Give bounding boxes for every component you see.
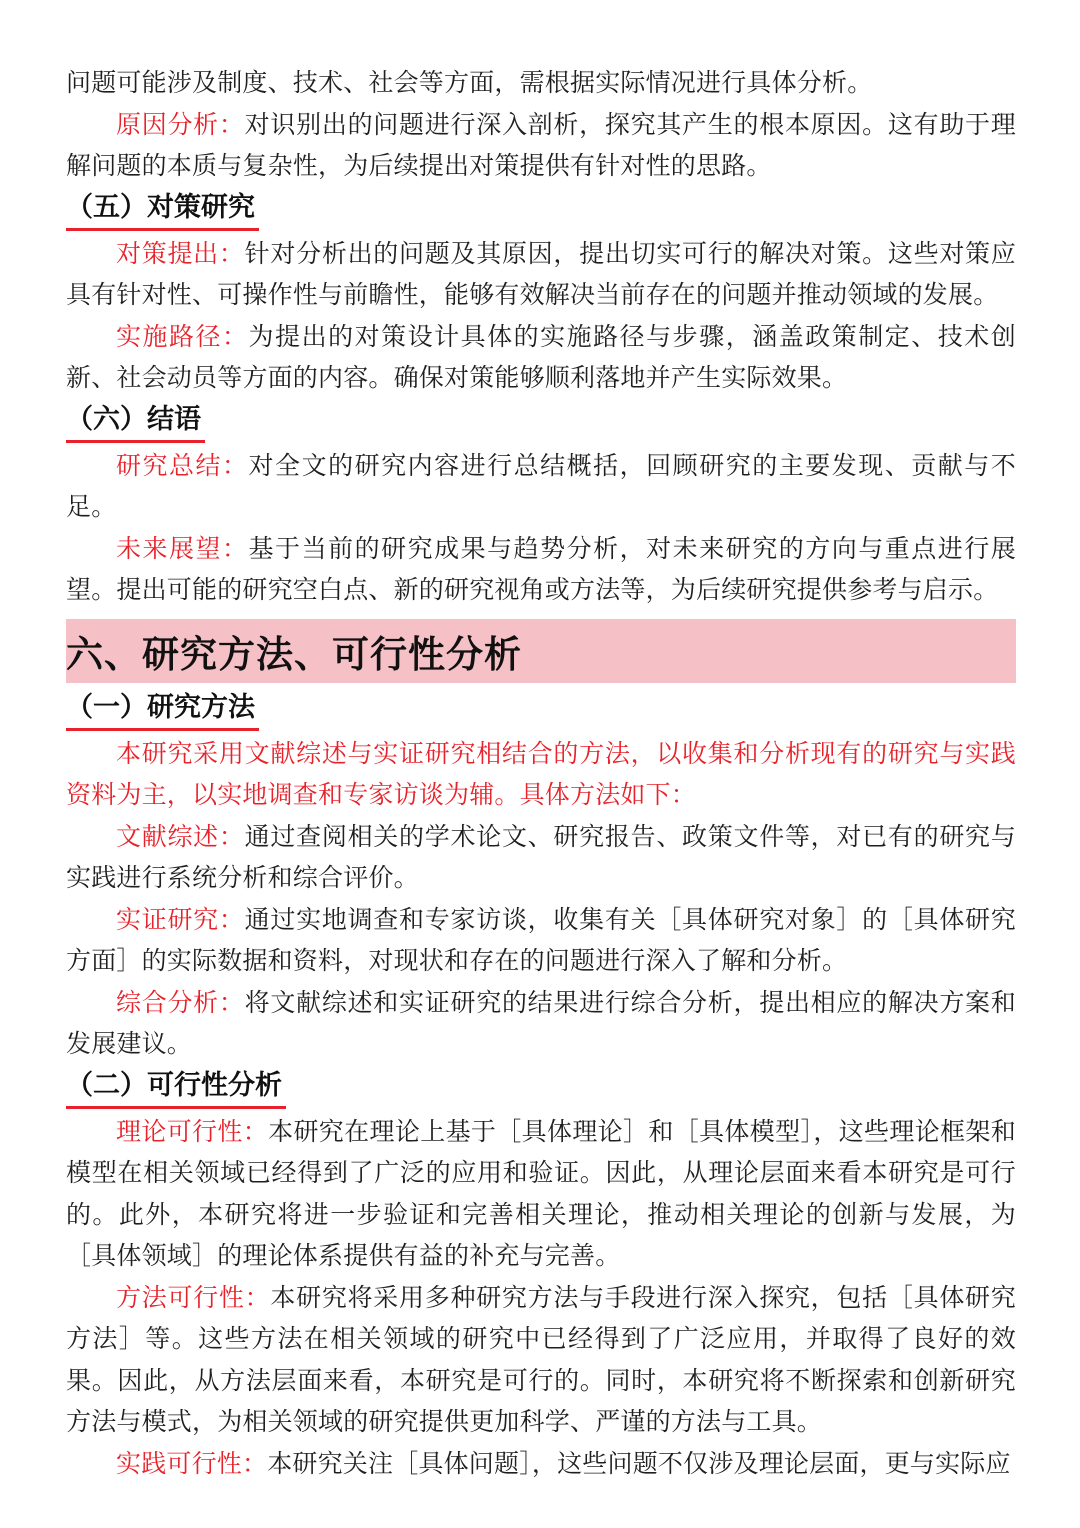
term-label: 实施路径： (116, 321, 249, 351)
term-label: 实证研究： (116, 904, 245, 934)
paragraph-countermeasure-proposal: 对策提出：针对分析出的问题及其原因，提出切实可行的解决对策。这些对策应具有针对性、可操作性与前瞻性，能够有效解决当前存在的问题并推动领域的发展。 (66, 238, 1016, 309)
paragraph-research-summary: 研究总结：对全文的研究内容进行总结概括，回顾研究的主要发现、贡献与不足。 (66, 450, 1016, 521)
term-label: 实践可行性： (116, 1448, 268, 1478)
term-label: 研究总结： (116, 450, 249, 480)
paragraph-literature-review: 文献综述：通过查阅相关的学术论文、研究报告、政策文件等，对已有的研究与实践进行系统分析和综合评价。 (66, 821, 1016, 892)
paragraph-empirical-research: 实证研究：通过实地调查和专家访谈，收集有关［具体研究对象］的［具体研究方面］的实际数据和资料，对现状和存在的问题进行深入了解和分析。 (66, 904, 1016, 975)
paragraph-implementation-path: 实施路径：为提出的对策设计具体的实施路径与步骤，涵盖政策制定、技术创新、社会动员等方面的内容。确保对策能够顺利落地并产生实际效果。 (66, 321, 1016, 392)
term-label: 综合分析： (116, 987, 245, 1017)
paragraph-theoretical-feasibility: 理论可行性：本研究在理论上基于［具体理论］和［具体模型］，这些理论框架和模型在相关领域已经得到了广泛的应用和验证。因此，从理论层面来看本研究是可行的。此外，本研究将进一步验证和完善相关理论，推动相关理论的创新与发展，为［具体领域］的理论体系提供有益的补充与完善。 (66, 1116, 1016, 1270)
paragraph-comprehensive-analysis: 综合分析：将文献综述和实证研究的结果进行综合分析，提出相应的解决方案和发展建议。 (66, 987, 1016, 1058)
paragraph-methods-intro: 本研究采用文献综述与实证研究相结合的方法，以收集和分析现有的研究与实践资料为主，以实地调查和专家访谈为辅。具体方法如下： (66, 738, 1016, 809)
term-label: 原因分析： (116, 109, 245, 139)
subsection-heading-conclusion: （六）结语 (66, 400, 205, 443)
paragraph-problem-scope: 问题可能涉及制度、技术、社会等方面，需根据实际情况进行具体分析。 (66, 68, 873, 97)
paragraph-methodological-feasibility: 方法可行性：本研究将采用多种研究方法与手段进行深入探究，包括［具体研究方法］等。这些方法在相关领域的研究中已经得到了广泛应用，并取得了良好的效果。因此，从方法层面来看，本研究是可行的。同时，本研究将不断探索和创新研究方法与模式，为相关领域的研究提供更加科学、严谨的方法与工具。 (66, 1282, 1016, 1436)
chapter-heading-methods-feasibility: 六、研究方法、可行性分析 (66, 619, 1016, 683)
subsection-heading-methods: （一）研究方法 (66, 688, 259, 731)
document-page (66, 62, 1016, 1484)
paragraph-future-outlook: 未来展望：基于当前的研究成果与趋势分析，对未来研究的方向与重点进行展望。提出可能的研究空白点、新的研究视角或方法等，为后续研究提供参考与启示。 (66, 533, 1016, 604)
subsection-heading-countermeasures: （五）对策研究 (66, 188, 259, 231)
term-label: 对策提出： (116, 238, 245, 268)
term-label: 方法可行性： (116, 1282, 271, 1312)
term-label: 文献综述： (116, 821, 245, 851)
term-label: 未来展望： (116, 533, 249, 563)
paragraph-practical-feasibility: 实践可行性：本研究关注［具体问题］，这些问题不仅涉及理论层面，更与实际应 (116, 1448, 1011, 1478)
paragraph-cause-analysis: 原因分析：对识别出的问题进行深入剖析，探究其产生的根本原因。这有助于理解问题的本质与复杂性，为后续提出对策提供有针对性的思路。 (66, 109, 1016, 180)
term-label: 理论可行性： (116, 1116, 269, 1146)
subsection-heading-feasibility: （二）可行性分析 (66, 1066, 286, 1109)
